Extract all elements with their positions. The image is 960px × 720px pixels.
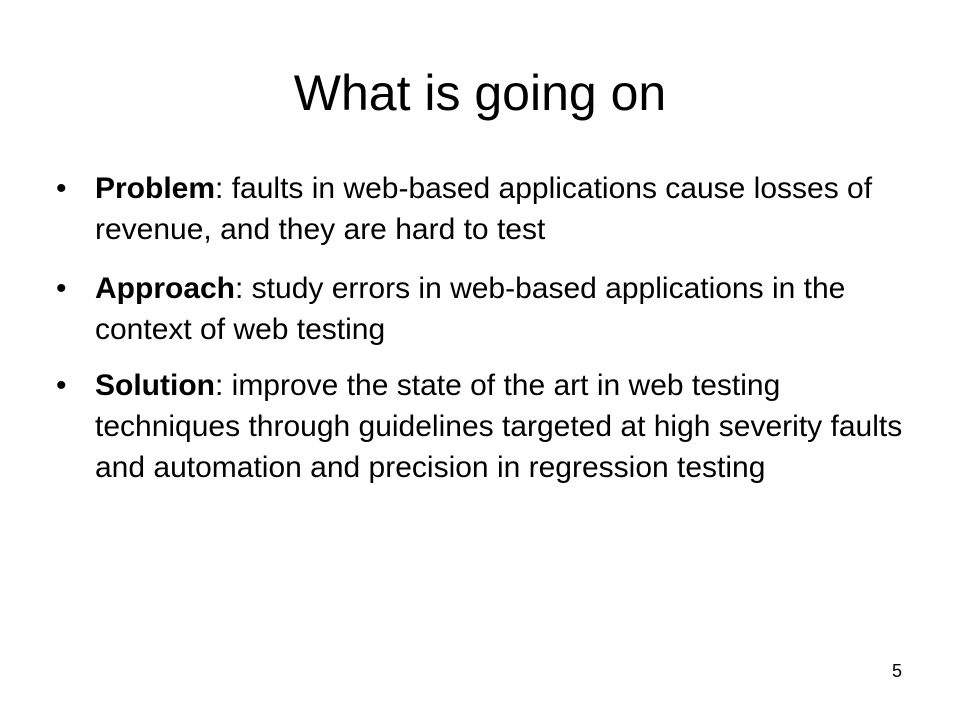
slide-title: What is going on [293, 65, 667, 121]
bullet-label-approach: Approach [95, 272, 236, 305]
bullet-text-solution: : improve the state of the art in web testing techniques through guidelines targeted at high severity faults and automation and precision in regression testing [95, 369, 903, 484]
bullet-marker: • [56, 369, 67, 402]
bullet-list [56, 168, 926, 506]
bullet-marker: • [56, 272, 67, 305]
bullet-problem [56, 168, 926, 250]
bullet-marker: • [56, 172, 67, 205]
bullet-solution [56, 365, 926, 488]
bullet-approach [56, 268, 926, 350]
page-number: 5 [891, 661, 902, 681]
bullet-label-solution: Solution [95, 369, 215, 402]
bullet-text-approach: : study errors in web-based applications in the context of web testing [95, 272, 846, 346]
bullet-text-problem: : faults in web-based applications cause losses of revenue, and they are hard to test [95, 172, 873, 246]
bullet-label-problem: Problem [95, 172, 216, 205]
